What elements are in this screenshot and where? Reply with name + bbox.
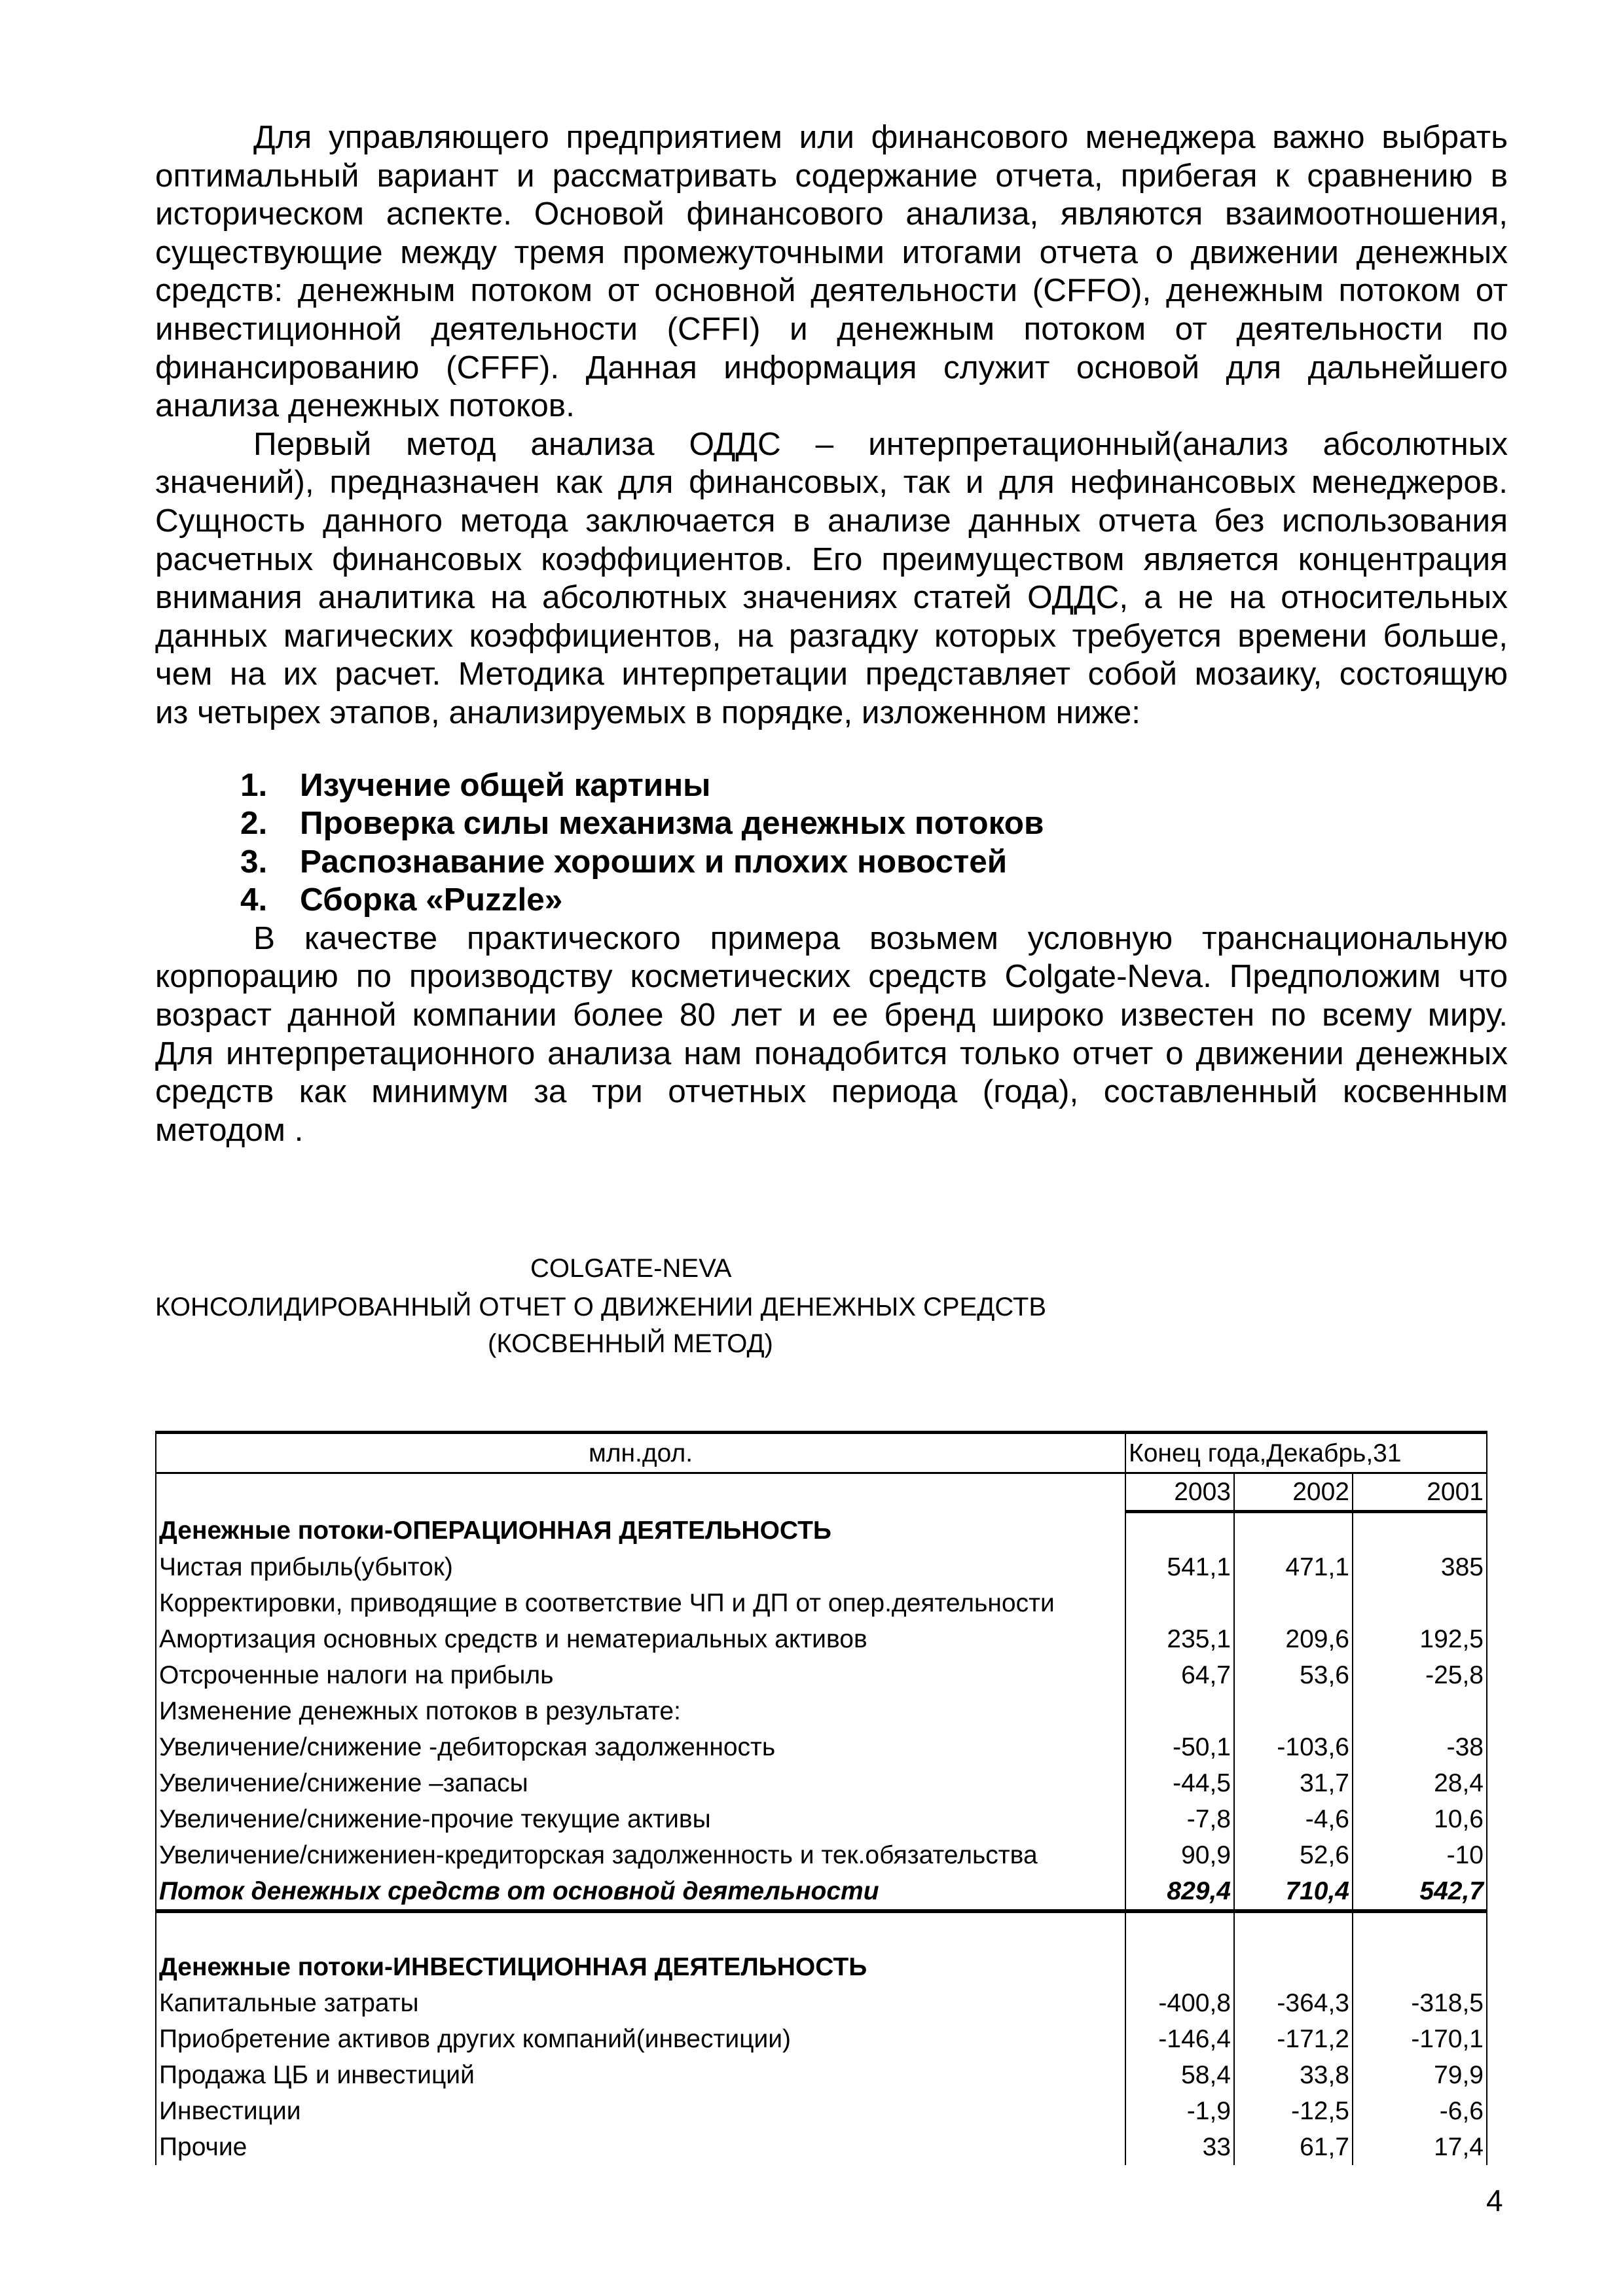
step-number: 3. bbox=[240, 843, 268, 880]
text-line: анализа денежных потоков. bbox=[155, 387, 575, 424]
page-number: 4 bbox=[1486, 2183, 1503, 2217]
step-text: Изучение общей картины bbox=[300, 766, 711, 803]
step-number: 1. bbox=[240, 766, 268, 803]
empty-cell bbox=[156, 1473, 1125, 1512]
years-row bbox=[156, 1473, 1487, 1512]
value-cell: -400,8 bbox=[1125, 1985, 1234, 2021]
table-row bbox=[156, 2057, 1487, 2093]
value-cell: -10 bbox=[1353, 1837, 1487, 1873]
row-label: Корректировки, приводящие в соответствие ЧП и ДП от опер.деятельности bbox=[156, 1585, 1125, 1621]
text-line: инвестиционной деятельности (CFFI) и денежным потоком от деятельности по bbox=[155, 310, 1508, 347]
text-line: чем на их расчет. Методика интерпретации представляет собой мозаику, состоящую bbox=[155, 656, 1508, 692]
value-cell: -44,5 bbox=[1125, 1765, 1234, 1801]
step-text: Распознавание хороших и плохих новостей bbox=[300, 843, 1008, 880]
row-label: Денежные потоки-ИНВЕСТИЦИОННАЯ ДЕЯТЕЛЬНОСТЬ bbox=[156, 1949, 1125, 1985]
value-cell bbox=[1125, 1693, 1234, 1729]
row-label: Прочие bbox=[156, 2129, 1125, 2165]
value-cell bbox=[1234, 1911, 1353, 1949]
value-cell bbox=[1353, 1911, 1487, 1949]
value-cell bbox=[1353, 1512, 1487, 1550]
value-cell: 64,7 bbox=[1125, 1657, 1234, 1693]
value-cell: 90,9 bbox=[1125, 1837, 1234, 1873]
report-company: COLGATE-NEVA bbox=[530, 1254, 732, 1283]
value-cell: 710,4 bbox=[1234, 1873, 1353, 1911]
text-line: возраст данной компании более 80 лет и ее бренд широко известен по всему миру. bbox=[155, 997, 1508, 1033]
value-cell: -50,1 bbox=[1125, 1729, 1234, 1765]
value-cell: 541,1 bbox=[1125, 1549, 1234, 1585]
report-method: (КОСВЕННЫЙ МЕТОД) bbox=[488, 1329, 773, 1358]
text-line: историческом аспекте. Основой финансового анализа, являются взаимоотношения, bbox=[155, 196, 1508, 232]
value-cell: 52,6 bbox=[1234, 1837, 1353, 1873]
value-cell: -1,9 bbox=[1125, 2093, 1234, 2129]
period-header: Конец года,Декабрь,31 bbox=[1125, 1433, 1487, 1473]
row-label: Увеличение/снижение -дебиторская задолженность bbox=[156, 1729, 1125, 1765]
text-line: Сущность данного метода заключается в анализе данных отчета без использования bbox=[155, 502, 1508, 539]
table-row bbox=[156, 1621, 1487, 1657]
value-cell bbox=[1234, 1693, 1353, 1729]
value-cell: -6,6 bbox=[1353, 2093, 1487, 2129]
row-label: Инвестиции bbox=[156, 2093, 1125, 2129]
step-item bbox=[155, 804, 1508, 843]
text-line: В качестве практического примера возьмем условную транснациональную bbox=[253, 920, 1508, 956]
text-line: средств: денежным потоком от основной деятельности (CFFO), денежным потоком от bbox=[155, 272, 1508, 309]
step-item bbox=[155, 881, 1508, 920]
value-cell: -4,6 bbox=[1234, 1801, 1353, 1837]
text-line: финансированию (CFFF). Данная информация служит основой для дальнейшего bbox=[155, 349, 1508, 386]
value-cell: 61,7 bbox=[1234, 2129, 1353, 2165]
table-row bbox=[156, 1657, 1487, 1693]
table-row bbox=[156, 1549, 1487, 1585]
value-cell: -7,8 bbox=[1125, 1801, 1234, 1837]
text-line: из четырех этапов, анализируемых в порядке, изложенном ниже: bbox=[155, 694, 1141, 730]
text-line: Первый метод анализа ОДДС – интерпретационный(анализ абсолютных bbox=[253, 425, 1508, 462]
value-cell: -171,2 bbox=[1234, 2021, 1353, 2057]
value-cell: -318,5 bbox=[1353, 1985, 1487, 2021]
row-label: Увеличение/снижениен-кредиторская задолженность и тек.обязательства bbox=[156, 1837, 1125, 1873]
value-cell bbox=[1125, 1512, 1234, 1550]
value-cell: 79,9 bbox=[1353, 2057, 1487, 2093]
value-cell bbox=[1234, 1949, 1353, 1985]
value-cell: 28,4 bbox=[1353, 1765, 1487, 1801]
row-label: Увеличение/снижение-прочие текущие активы bbox=[156, 1801, 1125, 1837]
value-cell: -103,6 bbox=[1234, 1729, 1353, 1765]
step-item bbox=[155, 843, 1508, 882]
value-cell: 33,8 bbox=[1234, 2057, 1353, 2093]
value-cell: 385 bbox=[1353, 1549, 1487, 1585]
text-line: Для интерпретационного анализа нам понадобится только отчет о движении денежных bbox=[155, 1035, 1508, 1071]
step-number: 4. bbox=[240, 882, 268, 918]
text-line: корпорацию по производству косметических средств Colgate-Neva. Предположим что bbox=[155, 958, 1508, 995]
row-label: Поток денежных средств от основной деятельности bbox=[156, 1873, 1125, 1911]
value-cell: -146,4 bbox=[1125, 2021, 1234, 2057]
text-line: методом . bbox=[155, 1111, 304, 1148]
row-label: Денежные потоки-ОПЕРАЦИОННАЯ ДЕЯТЕЛЬНОСТЬ bbox=[156, 1512, 1125, 1550]
value-cell bbox=[1125, 1585, 1234, 1621]
text-line: оптимальный вариант и рассматривать содержание отчета, прибегая к сравнению в bbox=[155, 157, 1508, 194]
row-label: Продажа ЦБ и инвестиций bbox=[156, 2057, 1125, 2093]
report-title: КОНСОЛИДИРОВАННЫЙ ОТЧЕТ О ДВИЖЕНИИ ДЕНЕЖНЫХ СРЕДСТВ bbox=[155, 1293, 1047, 1321]
table-row bbox=[156, 1801, 1487, 1837]
value-cell: 33 bbox=[1125, 2129, 1234, 2165]
paragraph bbox=[155, 425, 1508, 732]
row-label: Увеличение/снижение –запасы bbox=[156, 1765, 1125, 1801]
value-cell: 209,6 bbox=[1234, 1621, 1353, 1657]
example-paragraph bbox=[155, 920, 1508, 1150]
year-header: 2001 bbox=[1353, 1473, 1487, 1512]
paragraph bbox=[155, 118, 1508, 425]
body-text bbox=[155, 118, 1508, 1149]
text-line: внимания аналитика на абсолютных значениях статей ОДДС, а не на относительных bbox=[155, 579, 1508, 616]
table-row bbox=[156, 1837, 1487, 1873]
value-cell: 192,5 bbox=[1353, 1621, 1487, 1657]
row-label: Амортизация основных средств и нематериальных активов bbox=[156, 1621, 1125, 1657]
table-row bbox=[156, 2093, 1487, 2129]
value-cell: 31,7 bbox=[1234, 1765, 1353, 1801]
step-text: Сборка «Puzzle» bbox=[300, 882, 563, 918]
section-header-row bbox=[156, 1949, 1487, 1985]
value-cell: 53,6 bbox=[1234, 1657, 1353, 1693]
step-item bbox=[155, 766, 1508, 805]
table-row bbox=[156, 1693, 1487, 1729]
value-cell bbox=[1353, 1585, 1487, 1621]
step-number: 2. bbox=[240, 805, 268, 842]
row-label: Отсроченные налоги на прибыль bbox=[156, 1657, 1125, 1693]
row-label: Приобретение активов других компаний(инвестиции) bbox=[156, 2021, 1125, 2057]
row-label: Чистая прибыль(убыток) bbox=[156, 1549, 1125, 1585]
table-row bbox=[156, 1911, 1487, 1949]
value-cell bbox=[1353, 1949, 1487, 1985]
year-header: 2002 bbox=[1234, 1473, 1353, 1512]
table-row bbox=[156, 2021, 1487, 2057]
value-cell: 17,4 bbox=[1353, 2129, 1487, 2165]
cash-flow-table bbox=[155, 1431, 1487, 2165]
value-cell: 235,1 bbox=[1125, 1621, 1234, 1657]
table-row bbox=[156, 2129, 1487, 2165]
text-line: данных магических коэффициентов, на разгадку которых требуется времени больше, bbox=[155, 617, 1508, 654]
total-row bbox=[156, 1873, 1487, 1911]
text-line: средств как минимум за три отчетных периода (года), составленный косвенным bbox=[155, 1073, 1508, 1110]
value-cell: 471,1 bbox=[1234, 1549, 1353, 1585]
step-text: Проверка силы механизма денежных потоков bbox=[300, 805, 1044, 842]
value-cell: 58,4 bbox=[1125, 2057, 1234, 2093]
value-cell: -25,8 bbox=[1353, 1657, 1487, 1693]
table-row bbox=[156, 1765, 1487, 1801]
units-header: млн.дол. bbox=[156, 1433, 1125, 1473]
table-row bbox=[156, 1985, 1487, 2021]
value-cell: 10,6 bbox=[1353, 1801, 1487, 1837]
value-cell: -170,1 bbox=[1353, 2021, 1487, 2057]
table-header-row bbox=[156, 1433, 1487, 1473]
value-cell bbox=[1234, 1585, 1353, 1621]
row-label bbox=[156, 1911, 1125, 1949]
value-cell bbox=[1125, 1949, 1234, 1985]
text-line: Для управляющего предприятием или финансового менеджера важно выбрать bbox=[253, 119, 1508, 155]
section-header-row bbox=[156, 1512, 1487, 1550]
row-label: Изменение денежных потоков в результате: bbox=[156, 1693, 1125, 1729]
value-cell: -364,3 bbox=[1234, 1985, 1353, 2021]
value-cell bbox=[1234, 1512, 1353, 1550]
intro-paragraphs bbox=[155, 118, 1508, 732]
year-header: 2003 bbox=[1125, 1473, 1234, 1512]
value-cell: 542,7 bbox=[1353, 1873, 1487, 1911]
value-cell: -12,5 bbox=[1234, 2093, 1353, 2129]
text-line: существующие между тремя промежуточными итогами отчета о движении денежных bbox=[155, 234, 1508, 270]
value-cell bbox=[1353, 1693, 1487, 1729]
table-row bbox=[156, 1585, 1487, 1621]
text-line: значений), предназначен как для финансовых, так и для нефинансовых менеджеров. bbox=[155, 464, 1508, 501]
value-cell: -38 bbox=[1353, 1729, 1487, 1765]
value-cell: 829,4 bbox=[1125, 1873, 1234, 1911]
value-cell bbox=[1125, 1911, 1234, 1949]
row-label: Капитальные затраты bbox=[156, 1985, 1125, 2021]
table-row bbox=[156, 1729, 1487, 1765]
text-line: расчетных финансовых коэффициентов. Его преимуществом является концентрация bbox=[155, 541, 1508, 577]
analysis-steps-list bbox=[155, 766, 1508, 920]
